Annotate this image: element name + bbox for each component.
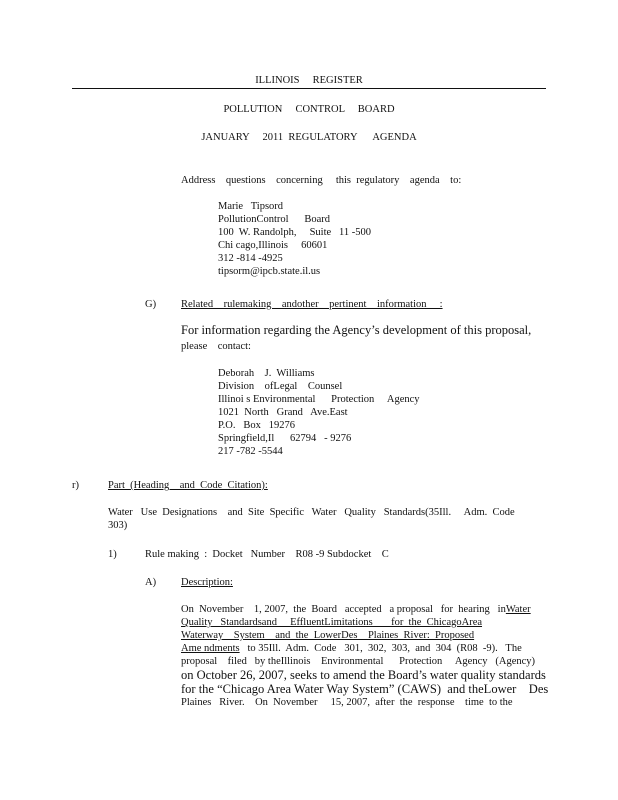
description-text: to 35Ill. Adm. Code 301, 302, 303, and 304 (R08 -9). The bbox=[239, 643, 522, 654]
proposal-title-link: Waterway System and the LowerDes Plaines River: Proposed bbox=[181, 630, 475, 641]
agency-info-line: For information regarding the Agency’s development of this proposal, bbox=[181, 323, 532, 337]
section-g-marker: G) bbox=[145, 299, 157, 310]
contact-line: 1021 North Grand Ave.East bbox=[218, 407, 348, 418]
proposal-title-link: Water bbox=[505, 604, 531, 615]
contact-line: Springfield,Il 62794 - 9276 bbox=[218, 433, 352, 444]
proposal-title-link: Quality Standardsand EffluentLimitations for the ChicagoArea bbox=[181, 617, 483, 628]
description-line: on October 26, 2007, seeks to amend the Board’s water quality standards bbox=[181, 668, 546, 682]
address-line: Marie Tipsord bbox=[218, 201, 284, 212]
code-citation-line: Water Use Designations and Site Specific Water Quality Standards(35Ill. Adm. Code bbox=[108, 507, 515, 518]
section-r-heading: Part (Heading and Code Citation): bbox=[108, 480, 268, 491]
description-line: Plaines River. On November 15, 2007, after the response time to the bbox=[181, 697, 513, 708]
section-r-marker: r) bbox=[72, 480, 79, 491]
description-line: proposal filed by theIllinois Environmental Protection Agency (Agency) bbox=[181, 656, 536, 667]
description-line: for the “Chicago Area Water Way System” (CAWS) and theLower Des bbox=[181, 682, 549, 696]
rulemaking-title: Rule making : Docket Number R08 -9 Subdocket C bbox=[145, 549, 389, 560]
address-line: Chi cago,Illinois 60601 bbox=[218, 240, 328, 251]
proposal-title-link: Ame ndments bbox=[181, 643, 240, 654]
please-contact: please contact: bbox=[181, 341, 251, 352]
address-intro: Address questions concerning this regulatory agenda to: bbox=[181, 175, 462, 186]
contact-line: P.O. Box 19276 bbox=[218, 420, 296, 431]
description-heading: Description: bbox=[181, 577, 233, 588]
code-citation-line: 303) bbox=[108, 520, 128, 531]
address-line: 100 W. Randolph, Suite 11 -500 bbox=[218, 227, 372, 238]
description-line bbox=[181, 603, 548, 616]
board-title: POLLUTION CONTROL BOARD bbox=[223, 104, 395, 115]
description-marker: A) bbox=[145, 577, 157, 588]
description-body bbox=[181, 603, 548, 709]
address-block bbox=[218, 200, 371, 278]
description-text: On November 1, 2007, the Board accepted a proposal for hearing in bbox=[181, 604, 506, 615]
rulemaking-marker: 1) bbox=[108, 549, 117, 560]
contact-line: Division ofLegal Counsel bbox=[218, 381, 343, 392]
address-line: PollutionControl Board bbox=[218, 214, 331, 225]
contact-line: 217 -782 -5544 bbox=[218, 446, 283, 457]
address-line: 312 -814 -4925 bbox=[218, 253, 283, 264]
agenda-title: JANUARY 2011 REGULATORY AGENDA bbox=[201, 132, 417, 143]
contact-line: Deborah J. Williams bbox=[218, 368, 315, 379]
description-line bbox=[181, 642, 548, 655]
contact-line: Illinoi s Environmental Protection Agency bbox=[218, 394, 420, 405]
header-divider bbox=[72, 88, 546, 89]
email-address: tipsorm@ipcb.state.il.us bbox=[218, 266, 321, 277]
section-g-heading: Related rulemaking andother pertinent information : bbox=[181, 299, 443, 310]
contact-block bbox=[218, 367, 420, 458]
register-title: ILLINOIS REGISTER bbox=[255, 75, 363, 86]
